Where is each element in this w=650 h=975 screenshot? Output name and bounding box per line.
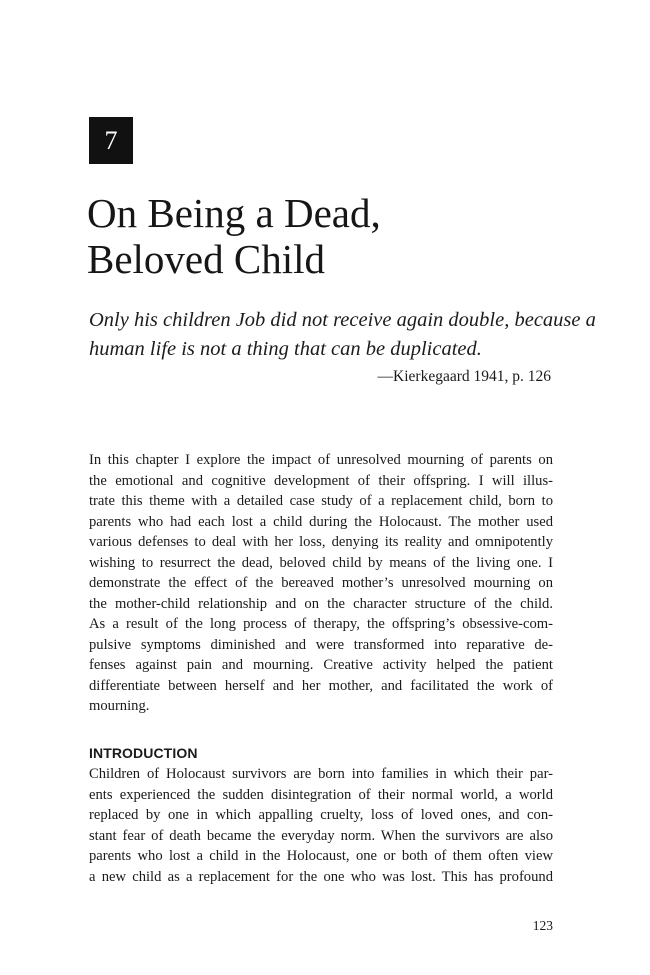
epigraph-quote [89,306,596,364]
introduction-body [89,764,553,887]
abstract-line: fenses against pain and mourning. Creative activity helped the patient [89,657,553,673]
page-number: 123 [532,918,553,933]
abstract-line: wishing to resurrect the dead, beloved child by means of the living one. I [89,554,553,571]
abstract-line: various defenses to deal with her loss, denying its reality and omnipotently [89,534,553,550]
abstract-line: demonstrate the effect of the bereaved mother’s unresolved mourning on [89,575,553,591]
chapter-number: 7 [104,126,118,155]
body-line: a new child as a replacement for the one who was lost. This has profound [89,868,553,885]
abstract-line: the mother-child relationship and on the character structure of the child. [89,595,553,612]
chapter-title [87,190,381,282]
section-heading-introduction: INTRODUCTION [89,745,198,761]
epigraph-attribution: —Kierkegaard 1941, p. 126 [377,368,551,385]
abstract-line: trate this theme with a detailed case study of a replacement child, born to [89,493,553,509]
abstract-line: the emotional and cognitive development of their offspring. I will illus- [89,472,553,489]
chapter-title-line: On Being a Dead, [87,190,381,236]
body-line: parents who lost a child in the Holocaust, one or both of them often view [89,848,553,864]
abstract-line: As a result of the long process of therapy, the offspring’s obsessive-com- [89,616,553,632]
body-line: ents experienced the sudden disintegration of their normal world, a world [89,786,553,803]
body-line: Children of Holocaust survivors are born into families in which their par- [89,766,553,782]
abstract-line: differentiate between herself and her mother, and facilitated the work of [89,677,553,694]
epigraph-line: Only his children Job did not receive again double, because a [89,309,596,331]
abstract-line: In this chapter I explore the impact of unresolved mourning of parents on [89,452,553,468]
chapter-abstract [89,450,553,717]
body-line: replaced by one in which appalling cruelty, loss of loved ones, and con- [89,807,553,823]
epigraph-line: human life is not a thing that can be duplicated. [89,338,482,360]
abstract-line: mourning. [89,698,150,714]
chapter-title-line: Beloved Child [87,236,326,282]
abstract-line: pulsive symptoms diminished and were transformed into reparative de- [89,636,553,653]
body-line: stant fear of death became the everyday norm. When the survivors are also [89,827,553,844]
abstract-line: parents who had each lost a child during the Holocaust. The mother used [89,513,553,530]
chapter-number-box [89,117,133,164]
